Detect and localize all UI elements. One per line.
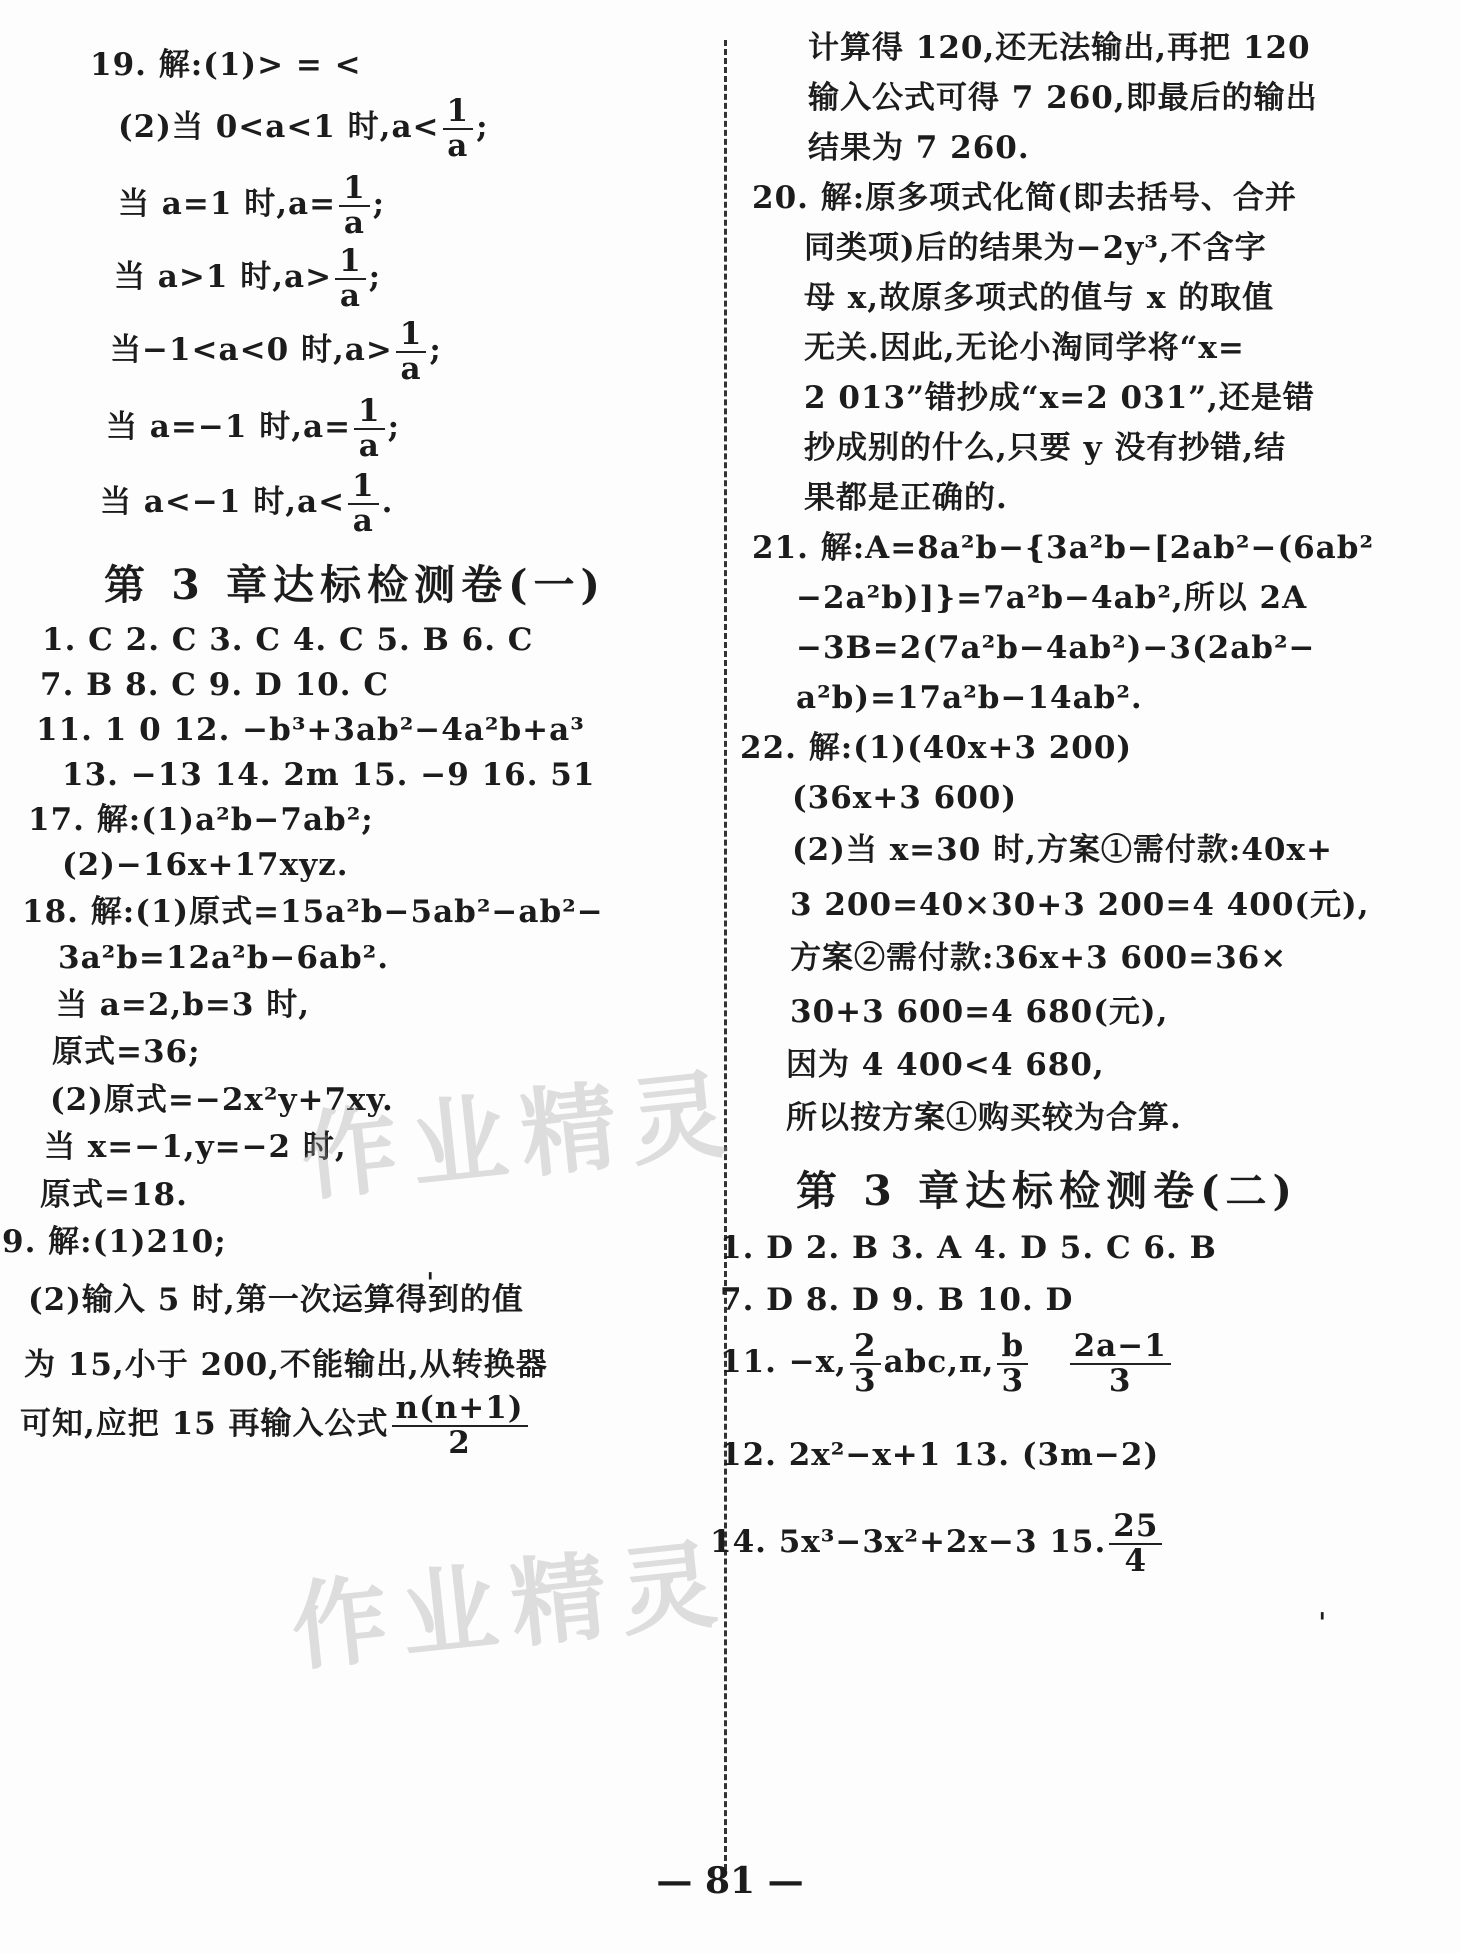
mc2-answers-row-1: 1. D 2. B 3. A 4. D 5. C 6. B — [720, 1230, 1217, 1266]
q22-line-7: 因为 4 400<4 680, — [786, 1047, 1105, 1083]
q19-case-1: (2)当 0<a<1 时,a< $\frac{1}{a}$ ; — [118, 93, 489, 164]
mc-answers-row-1: 1. C 2. C 3. C 4. C 5. B 6. C — [42, 622, 534, 658]
q19b-cont-line-1: 计算得 120,还无法输出,再把 120 — [808, 30, 1311, 66]
q19-title: 19. 解:(1)> = < — [90, 47, 362, 83]
q21-line-2: −2a²b)]}=7a²b−4ab²,所以 2A — [796, 580, 1308, 616]
mc-answers-row-2: 7. B 8. C 9. D 10. C — [40, 667, 389, 703]
q22-line-3: (2)当 x=30 时,方案①需付款:40x+ — [792, 832, 1333, 868]
fill-answers-row-2: 13. −13 14. 2m 15. −9 16. 51 — [62, 757, 596, 793]
q19-case-2: 当 a=1 时,a= $\frac{1}{a}$ ; — [118, 170, 386, 241]
watermark-1: 作业精灵 — [296, 1057, 746, 1215]
q21-line-3: −3B=2(7a²b−4ab²)−3(2ab²− — [796, 630, 1316, 666]
q18-line-4: 原式=36; — [52, 1034, 201, 1070]
q22-line-1: 22. 解:(1)(40x+3 200) — [740, 730, 1133, 766]
q20-line-1: 20. 解:原多项式化简(即去括号、合并 — [752, 180, 1297, 216]
q20-line-7: 果都是正确的. — [804, 480, 1008, 516]
q22-line-8: 所以按方案①购买较为合算. — [786, 1100, 1182, 1136]
q19b-cont-line-2: 输入公式可得 7 260,即最后的输出 — [808, 80, 1318, 116]
q19-case-6: 当 a<−1 时,a< $\frac{1}{a}$ . — [100, 468, 394, 539]
page-number: — 81 — — [656, 1860, 804, 1902]
q19b-line-1: 9. 解:(1)210; — [2, 1224, 227, 1260]
q19b-line-4: 可知,应把 15 再输入公式 $\frac{n(n+1)}{2}$ — [20, 1392, 531, 1459]
q22-line-6: 30+3 600=4 680(元), — [790, 994, 1169, 1030]
q22-line-4: 3 200=40×30+3 200=4 400(元), — [790, 887, 1370, 923]
q22-line-2: (36x+3 600) — [792, 780, 1018, 816]
q20-line-3: 母 x,故原多项式的值与 x 的取值 — [804, 280, 1275, 316]
q14-q15-answers: 14. 5x³−3x²+2x−3 15. $\frac{25}{4}$ — [710, 1510, 1165, 1577]
q18-line-7: 原式=18. — [40, 1177, 188, 1213]
q20-line-4: 无关.因此,无论小淘同学将“x= — [804, 330, 1245, 366]
q20-line-5: 2 013”错抄成“x=2 031”,还是错 — [804, 380, 1315, 416]
section-title-1: 第 3 章达标检测卷(一) — [104, 561, 606, 609]
q19-case-3: 当 a>1 时,a> $\frac{1}{a}$ ; — [114, 243, 382, 314]
watermark-2: 作业精灵 — [286, 1527, 736, 1685]
q19-case-4: 当−1<a<0 时,a> $\frac{1}{a}$ ; — [110, 316, 442, 387]
q21-line-1: 21. 解:A=8a²b−{3a²b−[2ab²−(6ab² — [752, 530, 1375, 566]
q19-case-5: 当 a=−1 时,a= $\frac{1}{a}$ ; — [106, 393, 401, 464]
q17-line-2: (2)−16x+17xyz. — [62, 847, 349, 883]
q19b-line-2: (2)输入 5 时,第一次运算得到的值 — [28, 1282, 524, 1318]
q11-answer: 11. −x, $\frac{2}{3}$ abc,π, $\frac{b}{3}$ $\frac{2a-1}{3}$ — [720, 1330, 1174, 1397]
q19b-cont-line-3: 结果为 7 260. — [808, 130, 1030, 166]
q17-line-1: 17. 解:(1)a²b−7ab²; — [28, 802, 374, 838]
q18-line-1: 18. 解:(1)原式=15a²b−5ab²−ab²− — [22, 894, 604, 930]
q12-q13-answers: 12. 2x²−x+1 13. (3m−2) — [720, 1437, 1160, 1473]
q21-line-4: a²b)=17a²b−14ab². — [796, 680, 1143, 716]
q20-line-6: 抄成别的什么,只要 y 没有抄错,结 — [804, 430, 1287, 466]
q18-line-6: 当 x=−1,y=−2 时, — [44, 1129, 347, 1165]
section-title-2: 第 3 章达标检测卷(二) — [796, 1167, 1298, 1215]
q18-line-5: (2)原式=−2x²y+7xy. — [50, 1082, 394, 1118]
q20-line-2: 同类项)后的结果为−2y³,不含字 — [804, 230, 1267, 266]
q18-line-3: 当 a=2,b=3 时, — [56, 987, 311, 1023]
fill-answers-row-1: 11. 1 0 12. −b³+3ab²−4a²b+a³ — [36, 712, 585, 748]
q22-line-5: 方案②需付款:36x+3 600=36× — [790, 940, 1288, 976]
stray-mark: ˌ — [1318, 1590, 1327, 1625]
mc2-answers-row-2: 7. D 8. D 9. B 10. D — [720, 1282, 1074, 1318]
q19b-line-3: 为 15,小于 200,不能输出,从转换器 — [24, 1347, 548, 1383]
stray-mark: ˌ — [426, 1250, 435, 1285]
q18-line-2: 3a²b=12a²b−6ab². — [58, 940, 390, 976]
